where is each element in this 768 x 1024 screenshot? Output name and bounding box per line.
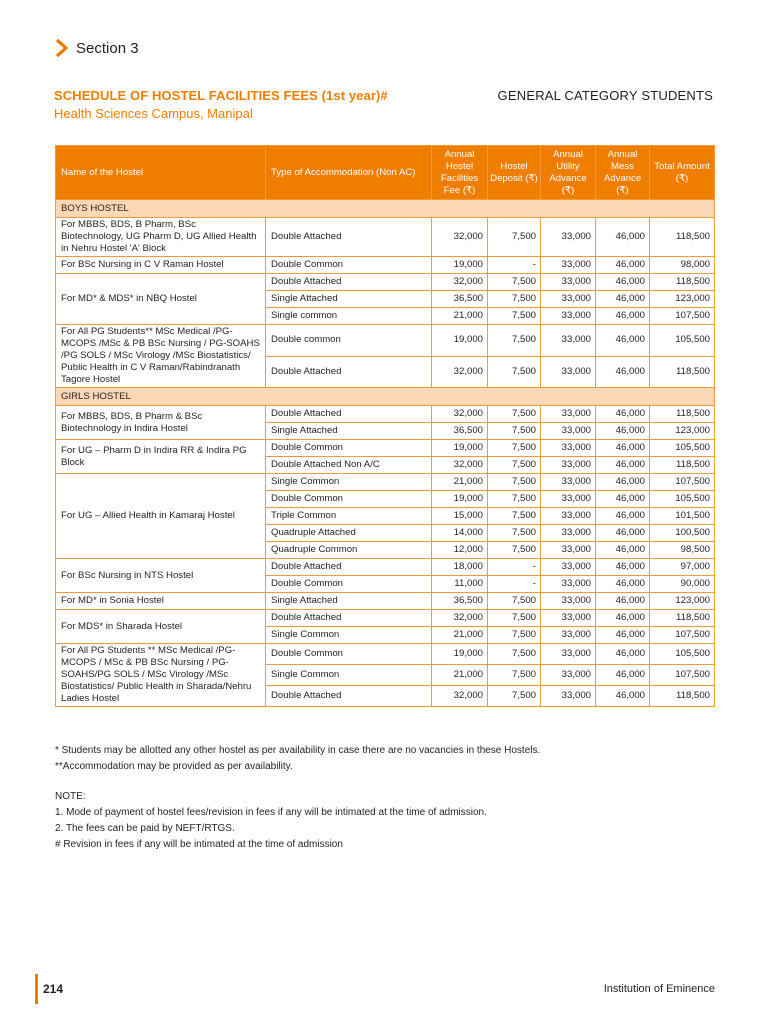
cell-utility-advance: 33,000 [541,308,596,325]
cell-hostel-deposit: 7,500 [488,325,541,357]
cell-utility-advance: 33,000 [541,325,596,357]
cell-hostel-deposit: 7,500 [488,218,541,257]
cell-total-amount: 118,500 [650,356,715,388]
cell-accommodation-type: Double Common [266,491,432,508]
cell-facilities-fee: 32,000 [432,218,488,257]
note-item: 1. Mode of payment of hostel fees/revision in fees if any will be intimated at the time of admission. [55,807,487,818]
cell-total-amount: 123,000 [650,593,715,610]
cell-hostel-name: For BSc Nursing in C V Raman Hostel [56,257,266,274]
cell-hostel-name: For MD* in Sonia Hostel [56,593,266,610]
cell-accommodation-type: Quadruple Common [266,542,432,559]
cell-mess-advance: 46,000 [596,274,650,291]
cell-accommodation-type: Double Common [266,576,432,593]
cell-accommodation-type: Single Common [266,627,432,644]
section-header [54,36,139,60]
cell-utility-advance: 33,000 [541,218,596,257]
cell-mess-advance: 46,000 [596,291,650,308]
cell-utility-advance: 33,000 [541,610,596,627]
footer-accent-bar [35,974,38,1004]
header-utility-advance: Annual Utility Advance (₹) [541,146,596,200]
cell-hostel-deposit: 7,500 [488,593,541,610]
cell-facilities-fee: 14,000 [432,525,488,542]
footnotes [55,743,540,775]
cell-mess-advance: 46,000 [596,508,650,525]
cell-facilities-fee: 21,000 [432,627,488,644]
page-number: 214 [43,982,64,996]
cell-total-amount: 118,500 [650,686,715,707]
section-label: GIRLS HOSTEL [56,388,715,406]
cell-utility-advance: 33,000 [541,474,596,491]
cell-facilities-fee: 19,000 [432,644,488,665]
table-row [56,593,715,610]
cell-utility-advance: 33,000 [541,356,596,388]
table-row [56,610,715,627]
cell-utility-advance: 33,000 [541,257,596,274]
cell-mess-advance: 46,000 [596,457,650,474]
cell-hostel-deposit: 7,500 [488,274,541,291]
cell-accommodation-type: Double Attached [266,610,432,627]
footnote: **Accommodation may be provided as per availability. [55,761,293,772]
cell-accommodation-type: Double Attached Non A/C [266,457,432,474]
cell-hostel-name: For All PG Students ** MSc Medical /PG-MCOPS / MSc & PB BSc Nursing / PG-SOAHS/PG SOLS / MSc Virology /MSc Biostatistics/ Public Health in Sharada/Nehru Ladies Hostel [56,644,266,707]
cell-facilities-fee: 32,000 [432,457,488,474]
cell-accommodation-type: Quadruple Attached [266,525,432,542]
cell-hostel-name: For BSc Nursing in NTS Hostel [56,559,266,593]
cell-mess-advance: 46,000 [596,218,650,257]
cell-utility-advance: 33,000 [541,274,596,291]
cell-total-amount: 123,000 [650,423,715,440]
cell-total-amount: 107,500 [650,474,715,491]
table-header-row [56,146,715,200]
cell-hostel-deposit: 7,500 [488,291,541,308]
cell-accommodation-type: Single Attached [266,291,432,308]
cell-hostel-deposit: - [488,559,541,576]
cell-facilities-fee: 21,000 [432,308,488,325]
cell-total-amount: 90,000 [650,576,715,593]
cell-accommodation-type: Double Common [266,440,432,457]
cell-mess-advance: 46,000 [596,593,650,610]
cell-mess-advance: 46,000 [596,610,650,627]
cell-accommodation-type: Single Common [266,665,432,686]
cell-facilities-fee: 36,500 [432,423,488,440]
section-label: Section 3 [76,39,139,57]
cell-hostel-deposit: - [488,576,541,593]
cell-utility-advance: 33,000 [541,525,596,542]
header-facilities-fee: Annual Hostel Facilities Fee (₹) [432,146,488,200]
cell-utility-advance: 33,000 [541,627,596,644]
table-row [56,559,715,576]
table-row [56,218,715,257]
cell-hostel-deposit: 7,500 [488,627,541,644]
cell-hostel-deposit: 7,500 [488,356,541,388]
cell-mess-advance: 46,000 [596,257,650,274]
cell-utility-advance: 33,000 [541,291,596,308]
cell-hostel-deposit: 7,500 [488,491,541,508]
cell-hostel-deposit: 7,500 [488,525,541,542]
cell-facilities-fee: 32,000 [432,406,488,423]
cell-mess-advance: 46,000 [596,644,650,665]
cell-hostel-deposit: 7,500 [488,474,541,491]
cell-mess-advance: 46,000 [596,308,650,325]
table-row [56,474,715,491]
cell-accommodation-type: Double Attached [266,686,432,707]
header-hostel-deposit: Hostel Deposit (₹) [488,146,541,200]
cell-total-amount: 118,500 [650,274,715,291]
cell-utility-advance: 33,000 [541,686,596,707]
cell-accommodation-type: Double Attached [266,406,432,423]
cell-facilities-fee: 32,000 [432,274,488,291]
cell-mess-advance: 46,000 [596,440,650,457]
cell-hostel-deposit: 7,500 [488,406,541,423]
cell-mess-advance: 46,000 [596,491,650,508]
cell-mess-advance: 46,000 [596,356,650,388]
cell-facilities-fee: 21,000 [432,474,488,491]
table-row [56,406,715,423]
cell-accommodation-type: Double Common [266,644,432,665]
cell-accommodation-type: Double Common [266,257,432,274]
cell-mess-advance: 46,000 [596,627,650,644]
cell-total-amount: 118,500 [650,457,715,474]
hostel-fees-table [55,145,715,707]
cell-total-amount: 107,500 [650,665,715,686]
cell-accommodation-type: Double Attached [266,274,432,291]
cell-utility-advance: 33,000 [541,440,596,457]
cell-hostel-deposit: 7,500 [488,308,541,325]
cell-total-amount: 101,500 [650,508,715,525]
cell-hostel-deposit: 7,500 [488,423,541,440]
section-row [56,388,715,406]
cell-accommodation-type: Double Attached [266,356,432,388]
cell-hostel-deposit: - [488,257,541,274]
cell-mess-advance: 46,000 [596,525,650,542]
table-row [56,274,715,291]
header-mess-advance: Annual Mess Advance (₹) [596,146,650,200]
cell-total-amount: 98,000 [650,257,715,274]
cell-hostel-deposit: 7,500 [488,440,541,457]
cell-utility-advance: 33,000 [541,559,596,576]
cell-utility-advance: 33,000 [541,423,596,440]
notes [55,789,487,853]
footer-institution: Institution of Eminence [603,983,715,995]
cell-mess-advance: 46,000 [596,325,650,357]
cell-hostel-deposit: 7,500 [488,508,541,525]
table-row [56,325,715,357]
cell-total-amount: 105,500 [650,491,715,508]
cell-facilities-fee: 18,000 [432,559,488,576]
cell-accommodation-type: Single Attached [266,423,432,440]
cell-hostel-deposit: 7,500 [488,665,541,686]
cell-facilities-fee: 19,000 [432,257,488,274]
cell-accommodation-type: Double Attached [266,218,432,257]
cell-utility-advance: 33,000 [541,542,596,559]
cell-mess-advance: 46,000 [596,686,650,707]
cell-accommodation-type: Single Attached [266,593,432,610]
cell-accommodation-type: Single common [266,308,432,325]
header-hostel-name: Name of the Hostel [56,146,266,200]
cell-utility-advance: 33,000 [541,508,596,525]
cell-facilities-fee: 12,000 [432,542,488,559]
header-accommodation-type: Type of Accommodation (Non AC) [266,146,432,200]
cell-utility-advance: 33,000 [541,406,596,423]
cell-facilities-fee: 21,000 [432,665,488,686]
page-title: SCHEDULE OF HOSTEL FACILITIES FEES (1st year)# [54,88,388,103]
section-row [56,200,715,218]
cell-facilities-fee: 11,000 [432,576,488,593]
cell-utility-advance: 33,000 [541,665,596,686]
cell-facilities-fee: 19,000 [432,440,488,457]
note-item: 2. The fees can be paid by NEFT/RTGS. [55,823,235,834]
cell-facilities-fee: 19,000 [432,325,488,357]
cell-total-amount: 107,500 [650,627,715,644]
cell-facilities-fee: 32,000 [432,356,488,388]
cell-hostel-deposit: 7,500 [488,686,541,707]
cell-facilities-fee: 32,000 [432,610,488,627]
cell-accommodation-type: Triple Common [266,508,432,525]
cell-facilities-fee: 15,000 [432,508,488,525]
cell-mess-advance: 46,000 [596,559,650,576]
cell-mess-advance: 46,000 [596,423,650,440]
cell-mess-advance: 46,000 [596,542,650,559]
header-total-amount: Total Amount (₹) [650,146,715,200]
cell-total-amount: 100,500 [650,525,715,542]
cell-total-amount: 105,500 [650,440,715,457]
cell-hostel-deposit: 7,500 [488,644,541,665]
cell-total-amount: 118,500 [650,610,715,627]
cell-accommodation-type: Single Common [266,474,432,491]
footnote: * Students may be allotted any other hostel as per availability in case there are no vacancies in these Hostels. [55,745,541,756]
notes-heading: NOTE: [55,791,86,802]
cell-facilities-fee: 19,000 [432,491,488,508]
cell-facilities-fee: 36,500 [432,593,488,610]
cell-accommodation-type: Double common [266,325,432,357]
cell-facilities-fee: 32,000 [432,686,488,707]
cell-hostel-deposit: 7,500 [488,542,541,559]
cell-utility-advance: 33,000 [541,593,596,610]
cell-total-amount: 105,500 [650,325,715,357]
student-category: GENERAL CATEGORY STUDENTS [497,88,713,103]
chevron-right-icon [54,37,70,59]
cell-hostel-name: For UG – Allied Health in Kamaraj Hostel [56,474,266,559]
cell-hostel-name: For MBBS, BDS, B Pharm & BSc Biotechnology in Indira Hostel [56,406,266,440]
cell-utility-advance: 33,000 [541,491,596,508]
cell-total-amount: 98,500 [650,542,715,559]
cell-hostel-name: For MDS* in Sharada Hostel [56,610,266,644]
cell-total-amount: 105,500 [650,644,715,665]
cell-mess-advance: 46,000 [596,665,650,686]
cell-total-amount: 118,500 [650,218,715,257]
cell-total-amount: 118,500 [650,406,715,423]
section-label: BOYS HOSTEL [56,200,715,218]
cell-mess-advance: 46,000 [596,406,650,423]
cell-hostel-name: For UG – Pharm D in Indira RR & Indira PG Block [56,440,266,474]
table-body [56,200,715,707]
table-row [56,257,715,274]
page-subtitle: Health Sciences Campus, Manipal [54,106,253,121]
cell-total-amount: 123,000 [650,291,715,308]
cell-utility-advance: 33,000 [541,644,596,665]
table-row [56,440,715,457]
cell-facilities-fee: 36,500 [432,291,488,308]
table-row [56,644,715,665]
cell-hostel-name: For MBBS, BDS, B Pharm, BSc Biotechnology, UG Pharm D, UG Allied Health in Nehru Hostel 'A' Block [56,218,266,257]
cell-utility-advance: 33,000 [541,457,596,474]
cell-hostel-name: For All PG Students** MSc Medical /PG-MCOPS /MSc & PB BSc Nursing / PG-SOAHS /PG SOLS / MSc Virology /MSc Biostatistics/ Public Health in C V Raman/Rabindranath Tagore Hostel [56,325,266,388]
cell-hostel-deposit: 7,500 [488,457,541,474]
cell-total-amount: 107,500 [650,308,715,325]
cell-hostel-deposit: 7,500 [488,610,541,627]
cell-total-amount: 97,000 [650,559,715,576]
note-item: # Revision in fees if any will be intimated at the time of admission [55,839,343,850]
cell-mess-advance: 46,000 [596,474,650,491]
cell-mess-advance: 46,000 [596,576,650,593]
cell-utility-advance: 33,000 [541,576,596,593]
cell-accommodation-type: Double Attached [266,559,432,576]
cell-hostel-name: For MD* & MDS* in NBQ Hostel [56,274,266,325]
